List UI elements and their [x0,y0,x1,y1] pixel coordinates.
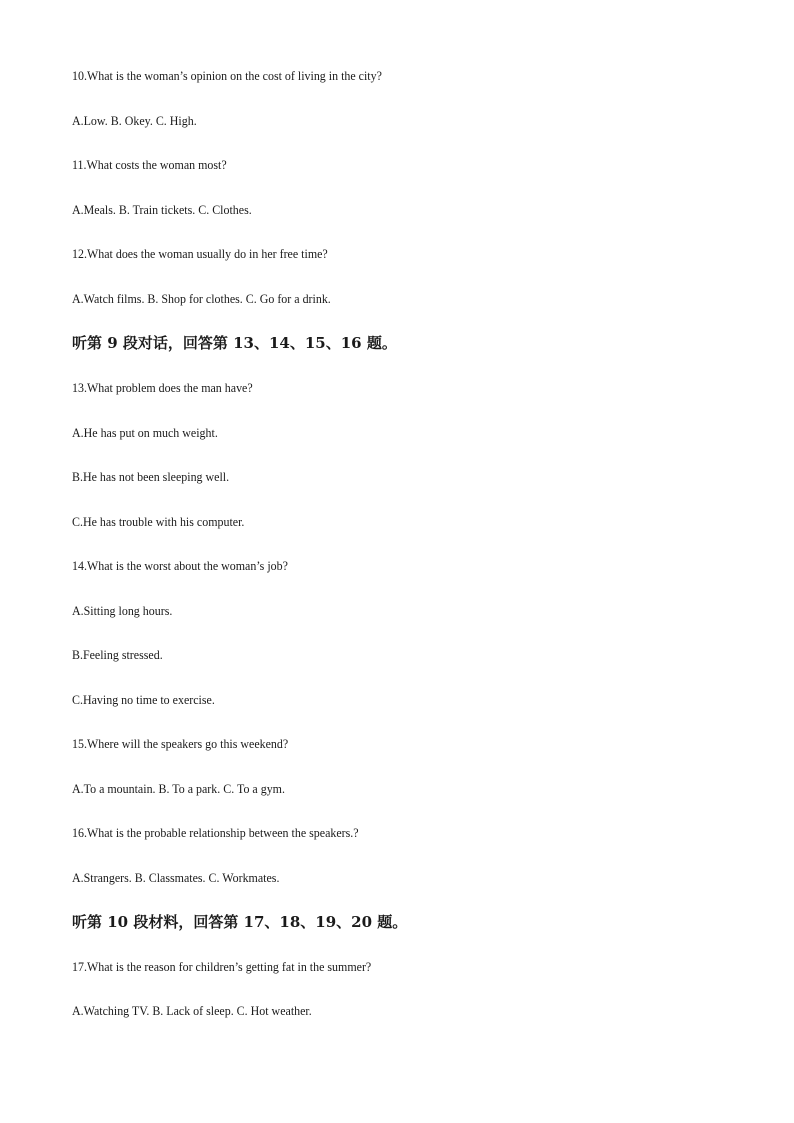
option-14a: A.Sitting long hours. [72,603,173,618]
section-heading-10: 听第 10 段材料，回答第 17、18、19、20 题。 [72,913,408,931]
section-heading-9: 听第 9 段对话，回答第 13、14、15、16 题。 [72,334,397,352]
question-11: 11.What costs the woman most? [72,157,227,172]
options-12: A.Watch films. B. Shop for clothes. C. Go for a drink. [72,291,331,306]
option-14b: B.Feeling stressed. [72,647,163,662]
option-13a: A.He has put on much weight. [72,425,218,440]
question-10: 10.What is the woman’s opinion on the cost of living in the city? [72,68,382,83]
options-17: A.Watching TV. B. Lack of sleep. C. Hot weather. [72,1003,312,1018]
options-10: A.Low. B. Okey. C. High. [72,113,197,128]
option-13b: B.He has not been sleeping well. [72,469,230,484]
question-12: 12.What does the woman usually do in her free time? [72,246,328,261]
options-15: A.To a mountain. B. To a park. C. To a gym. [72,781,285,796]
options-11: A.Meals. B. Train tickets. C. Clothes. [72,202,252,217]
question-13: 13.What problem does the man have? [72,380,253,395]
option-14c: C.Having no time to exercise. [72,692,215,707]
options-16: A.Strangers. B. Classmates. C. Workmates. [72,870,280,885]
question-15: 15.Where will the speakers go this weekend? [72,736,289,751]
question-17: 17.What is the reason for children’s getting fat in the summer? [72,959,372,974]
question-16: 16.What is the probable relationship between the speakers.? [72,825,359,840]
question-14: 14.What is the worst about the woman’s job? [72,558,288,573]
option-13c: C.He has trouble with his computer. [72,514,245,529]
